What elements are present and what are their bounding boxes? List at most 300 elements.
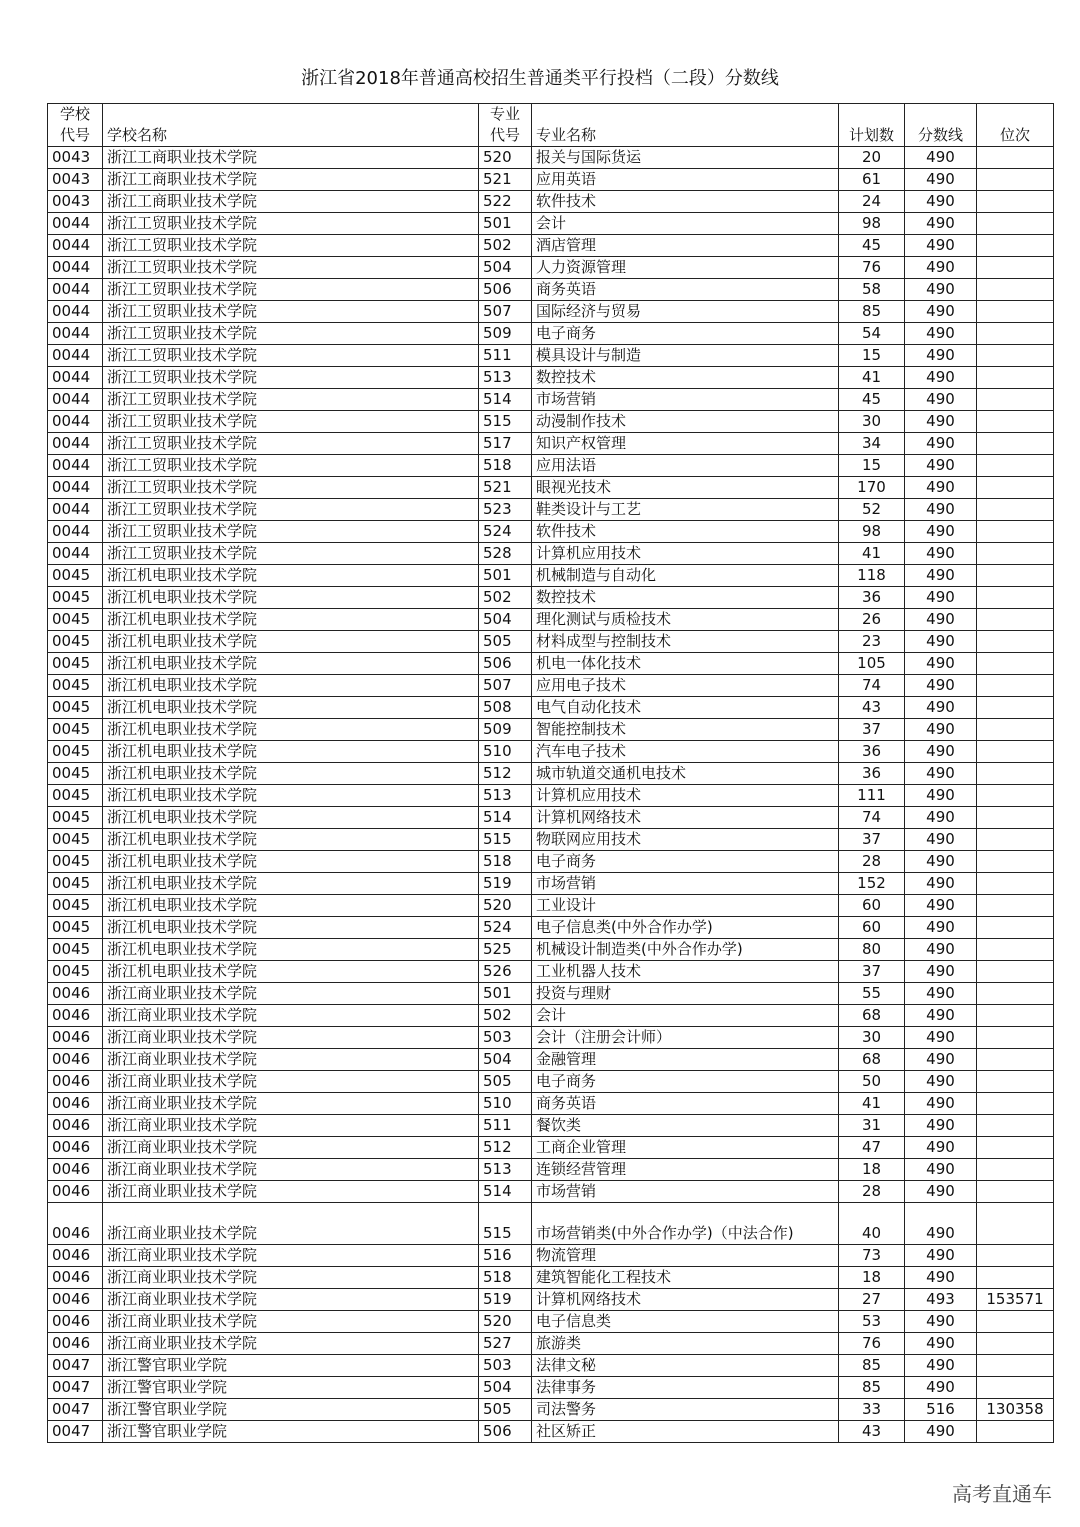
table-row [48, 1333, 1054, 1355]
cell-major-code: 504 [479, 257, 532, 279]
cell-rank [977, 675, 1054, 697]
cell-school-code: 0044 [48, 499, 103, 521]
cell-major-name: 商务英语 [532, 1093, 839, 1115]
cell-rank [977, 1377, 1054, 1399]
header-major-name: 专业名称 [532, 104, 839, 147]
table-row [48, 1377, 1054, 1399]
cell-school-code: 0045 [48, 939, 103, 961]
cell-school-name: 浙江工贸职业技术学院 [103, 433, 479, 455]
cell-rank [977, 257, 1054, 279]
cell-school-name: 浙江工贸职业技术学院 [103, 389, 479, 411]
cell-score: 490 [905, 741, 977, 763]
cell-rank [977, 741, 1054, 763]
cell-major-name: 理化测试与质检技术 [532, 609, 839, 631]
header-major-code-top: 专业 [489, 105, 520, 123]
cell-score: 490 [905, 851, 977, 873]
cell-rank [977, 147, 1054, 169]
cell-major-name: 会计 [532, 1005, 839, 1027]
cell-score: 490 [905, 235, 977, 257]
cell-school-code: 0047 [48, 1421, 103, 1443]
cell-major-code: 502 [479, 1005, 532, 1027]
cell-school-code: 0044 [48, 323, 103, 345]
table-row [48, 433, 1054, 455]
cell-major-code: 520 [479, 147, 532, 169]
cell-major-code: 527 [479, 1333, 532, 1355]
cell-plan: 34 [839, 433, 905, 455]
cell-major-code: 501 [479, 983, 532, 1005]
cell-major-code: 507 [479, 301, 532, 323]
cell-major-name: 机电一体化技术 [532, 653, 839, 675]
cell-school-name: 浙江机电职业技术学院 [103, 961, 479, 983]
cell-school-name: 浙江商业职业技术学院 [103, 1333, 479, 1355]
cell-school-name: 浙江工贸职业技术学院 [103, 499, 479, 521]
cell-major-name: 市场营销类(中外合作办学)（中法合作) [532, 1203, 839, 1245]
cell-school-name: 浙江商业职业技术学院 [103, 1093, 479, 1115]
cell-school-name: 浙江机电职业技术学院 [103, 587, 479, 609]
table-row [48, 1203, 1054, 1245]
cell-score: 490 [905, 1311, 977, 1333]
cell-major-name: 软件技术 [532, 191, 839, 213]
cell-rank [977, 1049, 1054, 1071]
cell-major-name: 材料成型与控制技术 [532, 631, 839, 653]
cell-major-name: 报关与国际货运 [532, 147, 839, 169]
cell-major-name: 电气自动化技术 [532, 697, 839, 719]
cell-plan: 68 [839, 1005, 905, 1027]
cell-plan: 61 [839, 169, 905, 191]
cell-rank [977, 1421, 1054, 1443]
cell-major-name: 法律文秘 [532, 1355, 839, 1377]
cell-major-name: 商务英语 [532, 279, 839, 301]
table-row [48, 807, 1054, 829]
cell-major-name: 会计（注册会计师） [532, 1027, 839, 1049]
cell-school-name: 浙江商业职业技术学院 [103, 1311, 479, 1333]
cell-plan: 47 [839, 1137, 905, 1159]
cell-major-code: 503 [479, 1355, 532, 1377]
cell-major-code: 511 [479, 345, 532, 367]
cell-school-name: 浙江商业职业技术学院 [103, 1115, 479, 1137]
cell-school-code: 0045 [48, 807, 103, 829]
cell-major-code: 513 [479, 367, 532, 389]
table-row [48, 543, 1054, 565]
cell-score: 490 [905, 301, 977, 323]
cell-school-code: 0045 [48, 697, 103, 719]
cell-school-code: 0044 [48, 301, 103, 323]
cell-major-code: 510 [479, 1093, 532, 1115]
cell-score: 490 [905, 169, 977, 191]
cell-major-code: 510 [479, 741, 532, 763]
cell-school-code: 0045 [48, 785, 103, 807]
cell-rank [977, 851, 1054, 873]
cell-plan: 20 [839, 147, 905, 169]
cell-major-name: 金融管理 [532, 1049, 839, 1071]
cell-major-code: 501 [479, 213, 532, 235]
cell-school-name: 浙江机电职业技术学院 [103, 697, 479, 719]
cell-rank [977, 1311, 1054, 1333]
cell-rank [977, 873, 1054, 895]
cell-plan: 36 [839, 741, 905, 763]
cell-rank [977, 1071, 1054, 1093]
cell-school-code: 0044 [48, 455, 103, 477]
cell-major-name: 建筑智能化工程技术 [532, 1267, 839, 1289]
cell-plan: 30 [839, 411, 905, 433]
cell-major-code: 516 [479, 1245, 532, 1267]
cell-major-name: 社区矫正 [532, 1421, 839, 1443]
cell-school-name: 浙江工贸职业技术学院 [103, 213, 479, 235]
cell-school-code: 0045 [48, 609, 103, 631]
cell-plan: 60 [839, 895, 905, 917]
cell-plan: 105 [839, 653, 905, 675]
table-row [48, 279, 1054, 301]
cell-school-name: 浙江商业职业技术学院 [103, 1267, 479, 1289]
cell-score: 490 [905, 455, 977, 477]
cell-score: 490 [905, 345, 977, 367]
table-row [48, 1137, 1054, 1159]
cell-major-code: 515 [479, 1203, 532, 1245]
cell-score: 490 [905, 675, 977, 697]
cell-school-name: 浙江商业职业技术学院 [103, 1049, 479, 1071]
cell-school-code: 0047 [48, 1377, 103, 1399]
cell-rank [977, 389, 1054, 411]
cell-major-code: 504 [479, 1049, 532, 1071]
header-plan: 计划数 [839, 104, 905, 147]
cell-major-name: 数控技术 [532, 587, 839, 609]
cell-score: 490 [905, 697, 977, 719]
cell-school-code: 0046 [48, 1333, 103, 1355]
table-row [48, 1159, 1054, 1181]
cell-school-code: 0043 [48, 191, 103, 213]
cell-school-name: 浙江商业职业技术学院 [103, 1203, 479, 1245]
cell-major-name: 物联网应用技术 [532, 829, 839, 851]
table-row [48, 1267, 1054, 1289]
table-row [48, 257, 1054, 279]
cell-score: 490 [905, 257, 977, 279]
cell-school-code: 0045 [48, 763, 103, 785]
cell-major-name: 餐饮类 [532, 1115, 839, 1137]
cell-score: 490 [905, 477, 977, 499]
table-row [48, 1311, 1054, 1333]
cell-major-code: 523 [479, 499, 532, 521]
header-school-code-top: 学校 [59, 105, 90, 123]
cell-score: 490 [905, 411, 977, 433]
cell-school-name: 浙江工贸职业技术学院 [103, 323, 479, 345]
cell-major-code: 525 [479, 939, 532, 961]
cell-major-name: 计算机网络技术 [532, 1289, 839, 1311]
cell-major-code: 520 [479, 1311, 532, 1333]
cell-major-code: 506 [479, 653, 532, 675]
cell-rank [977, 697, 1054, 719]
cell-plan: 152 [839, 873, 905, 895]
cell-major-name: 应用英语 [532, 169, 839, 191]
table-row [48, 961, 1054, 983]
cell-major-name: 动漫制作技术 [532, 411, 839, 433]
cell-score: 490 [905, 1115, 977, 1137]
cell-school-name: 浙江工商职业技术学院 [103, 147, 479, 169]
table-row [48, 1399, 1054, 1421]
cell-rank [977, 719, 1054, 741]
cell-plan: 85 [839, 1355, 905, 1377]
cell-score: 490 [905, 785, 977, 807]
cell-plan: 15 [839, 345, 905, 367]
cell-plan: 41 [839, 367, 905, 389]
cell-school-name: 浙江机电职业技术学院 [103, 741, 479, 763]
cell-score: 490 [905, 587, 977, 609]
cell-major-code: 502 [479, 587, 532, 609]
cell-plan: 118 [839, 565, 905, 587]
cell-score: 490 [905, 873, 977, 895]
cell-school-name: 浙江商业职业技术学院 [103, 1181, 479, 1203]
cell-major-code: 513 [479, 785, 532, 807]
table-row [48, 983, 1054, 1005]
cell-school-code: 0044 [48, 279, 103, 301]
cell-plan: 58 [839, 279, 905, 301]
cell-major-name: 软件技术 [532, 521, 839, 543]
cell-score: 490 [905, 895, 977, 917]
cell-school-name: 浙江工贸职业技术学院 [103, 455, 479, 477]
cell-major-name: 计算机网络技术 [532, 807, 839, 829]
cell-plan: 68 [839, 1049, 905, 1071]
cell-major-code: 508 [479, 697, 532, 719]
header-rank: 位次 [977, 104, 1054, 147]
cell-plan: 43 [839, 1421, 905, 1443]
cell-major-code: 517 [479, 433, 532, 455]
cell-rank [977, 169, 1054, 191]
cell-rank [977, 1181, 1054, 1203]
cell-school-code: 0044 [48, 389, 103, 411]
cell-score: 490 [905, 1245, 977, 1267]
cell-school-name: 浙江机电职业技术学院 [103, 895, 479, 917]
cell-plan: 45 [839, 235, 905, 257]
cell-major-name: 电子信息类 [532, 1311, 839, 1333]
cell-major-code: 520 [479, 895, 532, 917]
table-row [48, 785, 1054, 807]
cell-score: 490 [905, 499, 977, 521]
cell-plan: 30 [839, 1027, 905, 1049]
cell-score: 516 [905, 1399, 977, 1421]
cell-plan: 33 [839, 1399, 905, 1421]
cell-major-name: 机械制造与自动化 [532, 565, 839, 587]
cell-rank [977, 1115, 1054, 1137]
cell-school-name: 浙江商业职业技术学院 [103, 1137, 479, 1159]
table-row [48, 587, 1054, 609]
cell-school-code: 0046 [48, 1005, 103, 1027]
cell-school-name: 浙江机电职业技术学院 [103, 631, 479, 653]
cell-school-code: 0046 [48, 983, 103, 1005]
cell-score: 490 [905, 961, 977, 983]
cell-school-code: 0045 [48, 587, 103, 609]
table-row [48, 609, 1054, 631]
cell-school-code: 0044 [48, 257, 103, 279]
table-row [48, 697, 1054, 719]
cell-rank [977, 213, 1054, 235]
cell-plan: 37 [839, 829, 905, 851]
cell-score: 490 [905, 939, 977, 961]
cell-major-code: 528 [479, 543, 532, 565]
cell-school-code: 0046 [48, 1267, 103, 1289]
cell-score: 493 [905, 1289, 977, 1311]
cell-rank [977, 939, 1054, 961]
cell-plan: 36 [839, 587, 905, 609]
table-row [48, 1071, 1054, 1093]
score-table [47, 103, 1054, 1443]
header-major-code-bottom: 代号 [489, 126, 520, 144]
cell-major-code: 513 [479, 1159, 532, 1181]
cell-major-code: 515 [479, 829, 532, 851]
cell-school-code: 0046 [48, 1027, 103, 1049]
cell-score: 490 [905, 1159, 977, 1181]
table-row [48, 829, 1054, 851]
cell-plan: 15 [839, 455, 905, 477]
cell-rank [977, 609, 1054, 631]
cell-major-code: 518 [479, 455, 532, 477]
cell-major-code: 512 [479, 1137, 532, 1159]
cell-score: 490 [905, 543, 977, 565]
cell-major-code: 518 [479, 851, 532, 873]
table-row [48, 213, 1054, 235]
cell-plan: 60 [839, 917, 905, 939]
cell-school-code: 0045 [48, 653, 103, 675]
cell-score: 490 [905, 807, 977, 829]
cell-score: 490 [905, 147, 977, 169]
cell-major-name: 智能控制技术 [532, 719, 839, 741]
cell-major-code: 522 [479, 191, 532, 213]
table-row [48, 411, 1054, 433]
cell-major-name: 司法警务 [532, 1399, 839, 1421]
cell-rank [977, 279, 1054, 301]
watermark: 高考直通车 [952, 1482, 1052, 1506]
cell-score: 490 [905, 1333, 977, 1355]
cell-rank [977, 961, 1054, 983]
cell-plan: 98 [839, 213, 905, 235]
cell-major-code: 524 [479, 917, 532, 939]
cell-major-name: 汽车电子技术 [532, 741, 839, 763]
header-school-code [48, 104, 103, 147]
cell-school-name: 浙江工贸职业技术学院 [103, 345, 479, 367]
cell-school-code: 0044 [48, 367, 103, 389]
table-row [48, 1181, 1054, 1203]
cell-school-name: 浙江机电职业技术学院 [103, 653, 479, 675]
cell-school-code: 0045 [48, 917, 103, 939]
cell-score: 490 [905, 653, 977, 675]
cell-major-code: 501 [479, 565, 532, 587]
cell-score: 490 [905, 1377, 977, 1399]
table-row [48, 1027, 1054, 1049]
cell-school-code: 0046 [48, 1071, 103, 1093]
table-row [48, 1005, 1054, 1027]
table-row [48, 895, 1054, 917]
cell-rank [977, 1159, 1054, 1181]
cell-rank [977, 433, 1054, 455]
cell-major-name: 人力资源管理 [532, 257, 839, 279]
cell-major-name: 鞋类设计与工艺 [532, 499, 839, 521]
cell-major-name: 应用法语 [532, 455, 839, 477]
cell-school-code: 0046 [48, 1049, 103, 1071]
cell-school-name: 浙江机电职业技术学院 [103, 565, 479, 587]
table-row [48, 345, 1054, 367]
cell-score: 490 [905, 609, 977, 631]
cell-major-name: 会计 [532, 213, 839, 235]
cell-plan: 54 [839, 323, 905, 345]
cell-major-name: 知识产权管理 [532, 433, 839, 455]
cell-rank [977, 477, 1054, 499]
cell-rank [977, 543, 1054, 565]
cell-school-name: 浙江机电职业技术学院 [103, 763, 479, 785]
cell-school-name: 浙江工贸职业技术学院 [103, 477, 479, 499]
cell-plan: 74 [839, 675, 905, 697]
cell-score: 490 [905, 433, 977, 455]
table-row [48, 389, 1054, 411]
cell-score: 490 [905, 213, 977, 235]
cell-plan: 76 [839, 1333, 905, 1355]
cell-major-name: 工商企业管理 [532, 1137, 839, 1159]
cell-school-name: 浙江机电职业技术学院 [103, 719, 479, 741]
cell-major-code: 521 [479, 477, 532, 499]
cell-plan: 98 [839, 521, 905, 543]
cell-plan: 45 [839, 389, 905, 411]
cell-major-code: 509 [479, 323, 532, 345]
cell-score: 490 [905, 1049, 977, 1071]
cell-school-code: 0046 [48, 1203, 103, 1245]
cell-school-code: 0045 [48, 829, 103, 851]
table-row [48, 917, 1054, 939]
cell-major-name: 旅游类 [532, 1333, 839, 1355]
cell-school-code: 0046 [48, 1311, 103, 1333]
cell-major-name: 电子商务 [532, 851, 839, 873]
header-score: 分数线 [905, 104, 977, 147]
cell-school-name: 浙江工贸职业技术学院 [103, 235, 479, 257]
cell-plan: 52 [839, 499, 905, 521]
cell-rank [977, 323, 1054, 345]
cell-rank [977, 191, 1054, 213]
cell-school-name: 浙江机电职业技术学院 [103, 851, 479, 873]
cell-school-code: 0046 [48, 1093, 103, 1115]
cell-school-code: 0045 [48, 873, 103, 895]
cell-rank [977, 653, 1054, 675]
cell-rank [977, 763, 1054, 785]
cell-school-code: 0044 [48, 213, 103, 235]
cell-rank [977, 499, 1054, 521]
cell-plan: 41 [839, 543, 905, 565]
cell-rank [977, 587, 1054, 609]
cell-plan: 28 [839, 1181, 905, 1203]
cell-school-name: 浙江工商职业技术学院 [103, 191, 479, 213]
cell-major-name: 物流管理 [532, 1245, 839, 1267]
cell-major-name: 机械设计制造类(中外合作办学) [532, 939, 839, 961]
cell-plan: 170 [839, 477, 905, 499]
table-row [48, 851, 1054, 873]
cell-major-name: 数控技术 [532, 367, 839, 389]
table-row [48, 521, 1054, 543]
cell-major-name: 工业机器人技术 [532, 961, 839, 983]
cell-plan: 31 [839, 1115, 905, 1137]
table-row [48, 1245, 1054, 1267]
table-row [48, 631, 1054, 653]
cell-rank [977, 917, 1054, 939]
cell-plan: 27 [839, 1289, 905, 1311]
cell-major-code: 502 [479, 235, 532, 257]
cell-plan: 55 [839, 983, 905, 1005]
table-row [48, 741, 1054, 763]
cell-major-code: 515 [479, 411, 532, 433]
cell-school-code: 0047 [48, 1355, 103, 1377]
cell-major-name: 电子商务 [532, 1071, 839, 1093]
cell-score: 490 [905, 631, 977, 653]
cell-score: 490 [905, 191, 977, 213]
table-row [48, 719, 1054, 741]
table-row [48, 323, 1054, 345]
cell-school-name: 浙江工贸职业技术学院 [103, 279, 479, 301]
cell-plan: 80 [839, 939, 905, 961]
cell-rank [977, 631, 1054, 653]
